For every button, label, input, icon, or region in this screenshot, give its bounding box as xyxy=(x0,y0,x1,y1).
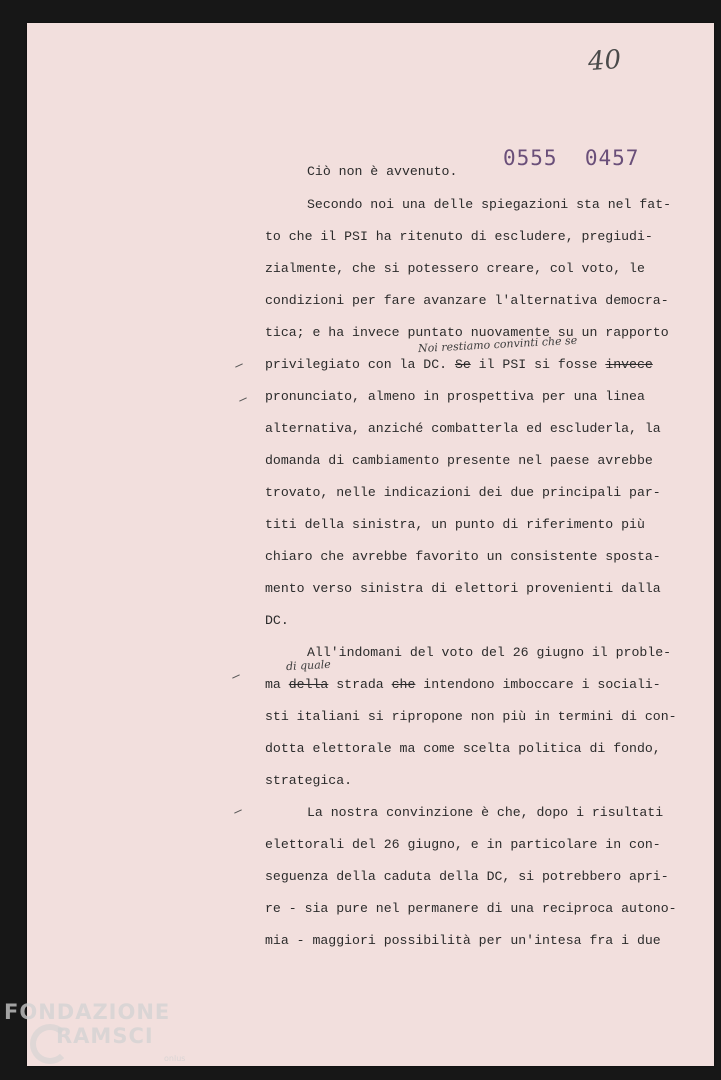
struck-word: invece xyxy=(605,357,653,372)
text-segment: intendono imboccare i sociali- xyxy=(415,677,661,692)
text-line: trovato, nelle indicazioni dei due principali par- xyxy=(265,485,661,500)
text-line: domanda di cambiamento presente nel paese avrebbe xyxy=(265,453,653,468)
struck-word: della xyxy=(288,677,329,692)
logo-line1: FONDAZIONE xyxy=(4,1000,171,1024)
text-segment: privilegiato con la DC. xyxy=(265,357,455,372)
text-line: Secondo noi una delle spiegazioni sta nel fat- xyxy=(307,197,672,212)
text-line: tica; e ha invece puntato nuovamente su un rapporto xyxy=(265,325,669,340)
text-line xyxy=(265,677,661,693)
text-segment: ma xyxy=(265,677,289,692)
text-line: La nostra convinzione è che, dopo i risultati xyxy=(307,805,664,820)
text-line: elettorali del 26 giugno, e in particolare in con- xyxy=(265,837,661,852)
text-line: sti italiani si ripropone non più in termini di con- xyxy=(265,709,677,724)
handwritten-insertion: di quale xyxy=(285,657,332,674)
handwritten-insertion: Noi restiamo convinti che se xyxy=(417,333,578,356)
text-segment: il PSI si fosse xyxy=(470,357,606,372)
text-line: titi della sinistra, un punto di riferimento più xyxy=(265,517,645,532)
text-line: Ciò non è avvenuto. xyxy=(307,164,458,179)
text-line: pronunciato, almeno in prospettiva per una linea xyxy=(265,389,645,404)
text-segment: strada xyxy=(328,677,392,692)
text-line: strategica. xyxy=(265,773,353,788)
text-line: to che il PSI ha ritenuto di escludere, pregiudi- xyxy=(265,229,653,244)
text-line xyxy=(265,357,653,373)
text-line: mia - maggiori possibilità per un'intesa fra i due xyxy=(265,933,661,948)
page-number: 40 xyxy=(586,44,623,78)
struck-word: Se xyxy=(454,357,471,372)
text-line: zialmente, che si potessero creare, col voto, le xyxy=(265,261,645,276)
text-line: alternativa, anziché combatterla ed escluderla, la xyxy=(265,421,661,436)
text-line: re - sia pure nel permanere di una reciproca autono- xyxy=(265,901,677,916)
text-line: dotta elettorale ma come scelta politica di fondo, xyxy=(265,741,661,756)
logo-line2: RAMSCI xyxy=(56,1024,154,1048)
document-stamp: 0555 0457 xyxy=(503,146,640,170)
logo-suffix: onlus xyxy=(164,1054,186,1063)
text-line: seguenza della caduta della DC, si potrebbero apri- xyxy=(265,869,669,884)
text-line: mento verso sinistra di elettori provenienti dalla xyxy=(265,581,661,596)
text-line: DC. xyxy=(265,613,289,628)
text-line: chiaro che avrebbe favorito un consistente sposta- xyxy=(265,549,661,564)
struck-word: che xyxy=(391,677,416,692)
text-line: condizioni per fare avanzare l'alternativa democra- xyxy=(265,293,669,308)
text-line: All'indomani del voto del 26 giugno il proble- xyxy=(307,645,672,660)
